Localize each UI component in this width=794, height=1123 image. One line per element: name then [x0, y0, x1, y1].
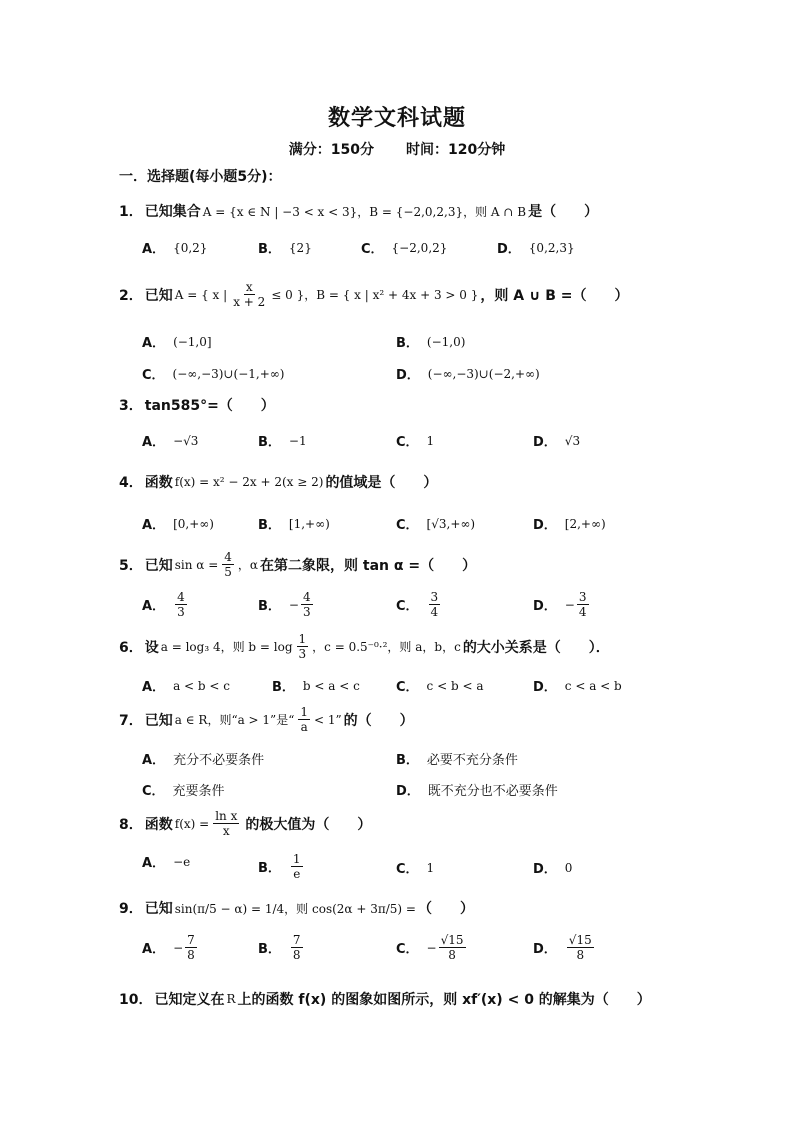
option-value: −√3: [173, 433, 199, 448]
question-number: 2．: [119, 287, 143, 304]
option-sign: −: [288, 597, 299, 612]
denominator: 3: [298, 647, 307, 661]
option-sign: −: [564, 597, 575, 612]
question-text: 设: [144, 639, 159, 656]
option-value: 充分不必要条件: [173, 753, 265, 768]
option-label: B．: [258, 242, 281, 257]
question-2: [119, 280, 629, 309]
fraction: [213, 809, 239, 838]
option-sign: −: [426, 940, 437, 955]
option-a[interactable]: [142, 332, 212, 351]
option-value: {0,2,3}: [528, 240, 575, 255]
option-label: B．: [258, 435, 281, 450]
numerator: 7: [187, 933, 195, 947]
option-value: (−1,0]: [173, 334, 212, 349]
option-value: (−∞,−3)∪(−1,+∞): [172, 366, 285, 381]
option-value: c < b < a: [426, 678, 484, 693]
question-text: 已知: [144, 557, 173, 574]
option-a[interactable]: [142, 933, 199, 962]
option-value: √3: [564, 433, 581, 448]
option-label: D．: [533, 599, 557, 614]
question-5: [119, 550, 476, 579]
option-sign: −: [173, 940, 184, 955]
question-math: ，α: [237, 558, 259, 572]
option-label: C．: [396, 862, 419, 877]
numerator: 3: [578, 590, 587, 604]
option-value: {0,2}: [173, 240, 208, 255]
option-c[interactable]: [361, 238, 447, 257]
option-value: [√3,+∞): [426, 516, 476, 531]
question-math: f(x) =: [174, 816, 210, 831]
denominator: e: [293, 867, 301, 881]
option-b[interactable]: [258, 933, 305, 962]
numerator: 1: [300, 705, 308, 719]
denominator: 3: [177, 605, 185, 619]
option-c[interactable]: [396, 514, 475, 533]
denominator: 8: [187, 948, 195, 962]
option-label: B．: [396, 753, 419, 768]
option-a[interactable]: [142, 852, 190, 871]
question-10: [119, 989, 651, 1009]
question-4: [119, 472, 437, 492]
option-label: D．: [533, 862, 557, 877]
option-a[interactable]: [142, 238, 207, 257]
option-value: a < b < c: [173, 678, 230, 693]
question-text: 的大小关系是（ ）．: [462, 639, 610, 656]
option-label: B．: [272, 680, 295, 695]
question-number: 1．: [119, 204, 143, 220]
question-math: f(x) = x² − 2x + 2(x ≥ 2): [174, 475, 324, 489]
fraction: [567, 933, 594, 962]
question-number: 4．: [119, 475, 143, 491]
option-value: 1: [426, 433, 435, 448]
question-9: [119, 898, 474, 918]
option-label: A．: [142, 753, 166, 768]
option-label: A．: [142, 242, 166, 257]
option-label: A．: [142, 942, 166, 957]
numerator: 4: [302, 590, 311, 604]
option-value: 充要条件: [172, 784, 225, 799]
option-b[interactable]: [258, 590, 315, 619]
question-math: < 1”: [313, 712, 342, 727]
question-text: 的值域是（ ）: [325, 475, 438, 491]
option-label: C．: [396, 599, 419, 614]
question-math: a = log₃ 4，则 b = log: [160, 640, 293, 654]
option-label: B．: [258, 942, 281, 957]
option-label: C．: [361, 242, 384, 257]
option-label: A．: [142, 435, 166, 450]
numerator: 1: [298, 632, 307, 646]
question-text: 在第二象限，则 tan α =（ ）: [260, 557, 477, 574]
option-label: C．: [396, 942, 419, 957]
option-value: [0,+∞): [173, 516, 214, 531]
question-8: [119, 809, 371, 838]
denominator: x: [222, 824, 230, 838]
question-1: [119, 201, 598, 221]
question-math: ，c = 0.5⁻⁰·²，则 a，b，c: [312, 640, 461, 654]
question-number: 10．: [119, 992, 153, 1008]
fraction: [291, 933, 303, 962]
option-c[interactable]: [396, 590, 442, 619]
denominator: x + 2: [233, 295, 266, 309]
fraction: [185, 933, 197, 962]
question-math: sin α =: [174, 557, 219, 572]
numerator: 4: [177, 590, 185, 604]
option-c[interactable]: [396, 676, 483, 695]
question-math: R: [226, 992, 236, 1006]
fraction: [439, 933, 466, 962]
option-label: C．: [396, 435, 419, 450]
option-label: C．: [396, 518, 419, 533]
option-b[interactable]: [272, 676, 360, 695]
question-text: （ ）: [417, 901, 474, 917]
fraction: [231, 280, 267, 309]
option-label: D．: [396, 368, 420, 383]
option-label: B．: [258, 861, 281, 876]
page-title: 数学文科试题: [327, 106, 466, 131]
option-b[interactable]: [258, 238, 312, 257]
question-number: 7．: [119, 712, 143, 729]
question-number: 5．: [119, 557, 143, 574]
option-value: 1: [426, 860, 435, 875]
option-label: A．: [142, 336, 166, 351]
option-d[interactable]: [533, 858, 572, 877]
option-value: {−2,0,2}: [391, 240, 448, 255]
option-a[interactable]: [142, 514, 214, 533]
numerator: 1: [292, 852, 301, 866]
option-c[interactable]: [396, 858, 434, 877]
fraction: [222, 550, 234, 579]
option-b[interactable]: [258, 514, 330, 533]
option-c[interactable]: [142, 780, 225, 799]
option-b[interactable]: [396, 749, 518, 768]
option-value: −1: [288, 433, 307, 448]
option-value: b < a < c: [302, 678, 360, 693]
question-math: A = { x |: [174, 287, 228, 302]
fraction: [429, 590, 441, 619]
option-value: 既不充分也不必要条件: [427, 784, 558, 799]
question-text: 函数: [144, 816, 173, 833]
option-label: A．: [142, 599, 166, 614]
question-number: 8．: [119, 816, 143, 833]
question-number: 9．: [119, 901, 143, 917]
option-c[interactable]: [396, 431, 434, 450]
option-b[interactable]: [258, 431, 307, 450]
option-label: C．: [396, 680, 419, 695]
question-text: 已知集合: [144, 204, 201, 220]
question-text: 已知: [144, 287, 173, 304]
denominator: 4: [578, 605, 587, 619]
option-a[interactable]: [142, 590, 189, 619]
option-label: B．: [258, 518, 281, 533]
option-label: B．: [396, 336, 419, 351]
option-b[interactable]: [258, 852, 305, 881]
option-value: [2,+∞): [564, 516, 606, 531]
denominator: 3: [302, 605, 311, 619]
option-d[interactable]: [497, 238, 575, 257]
question-text: tan585°=（ ）: [144, 398, 275, 414]
fraction: [298, 705, 310, 734]
numerator: √15: [568, 933, 592, 947]
numerator: x: [245, 280, 253, 294]
question-text: 函数: [144, 475, 173, 491]
full-score: 满分：150分: [288, 142, 374, 158]
option-a[interactable]: [142, 749, 264, 768]
option-label: C．: [142, 368, 165, 383]
denominator: 8: [292, 948, 301, 962]
question-3: [119, 395, 275, 415]
option-value: −e: [173, 854, 191, 869]
option-b[interactable]: [396, 332, 465, 351]
denominator: a: [300, 720, 308, 734]
question-text: 已知定义在: [154, 992, 225, 1008]
option-a[interactable]: [142, 431, 198, 450]
fraction: [175, 590, 187, 619]
option-value: 0: [564, 860, 573, 875]
fraction: [297, 632, 309, 661]
question-7: [119, 705, 414, 734]
question-math: sin(π/5 − α) = 1/4，则 cos(2α + 3π/5) =: [174, 901, 416, 916]
numerator: 3: [430, 590, 439, 604]
option-label: C．: [142, 784, 165, 799]
question-text: 的极大值为（ ）: [245, 816, 372, 833]
option-label: A．: [142, 518, 166, 533]
option-d[interactable]: [533, 676, 622, 695]
numerator: √15: [440, 933, 464, 947]
option-value: {2}: [288, 240, 312, 255]
denominator: 8: [576, 948, 585, 962]
denominator: 4: [430, 605, 439, 619]
option-d[interactable]: [533, 431, 580, 450]
option-a[interactable]: [142, 676, 230, 695]
question-math: ≤ 0 }，B = { x | x² + 4x + 3 > 0 }: [271, 288, 479, 302]
option-label: D．: [533, 435, 557, 450]
section-heading: 一．选择题(每小题5分)：: [119, 169, 282, 185]
fraction: [577, 590, 589, 619]
question-text: 是（ ）: [528, 204, 599, 220]
exam-info: [0, 139, 794, 159]
denominator: 8: [448, 948, 456, 962]
option-c[interactable]: [396, 933, 468, 962]
question-6: [119, 632, 610, 661]
option-value: [1,+∞): [288, 516, 330, 531]
option-label: D．: [533, 942, 557, 957]
question-text: ，则 A ∪ B =（ ）: [480, 287, 629, 304]
question-text: 已知: [144, 712, 173, 729]
denominator: 5: [224, 565, 232, 579]
option-d[interactable]: [396, 364, 540, 383]
numerator: ln x: [215, 809, 238, 823]
fraction: [291, 852, 303, 881]
option-c[interactable]: [142, 364, 284, 383]
option-value: (−1,0): [426, 334, 466, 349]
fraction: [301, 590, 313, 619]
question-text: 上的函数 f(x) 的图象如图所示，则 xf′(x) < 0 的解集为（ ）: [237, 992, 651, 1008]
option-d[interactable]: [533, 933, 596, 962]
option-d[interactable]: [533, 590, 591, 619]
option-value: 必要不充分条件: [426, 753, 518, 768]
option-label: D．: [497, 242, 521, 257]
option-d[interactable]: [396, 780, 558, 799]
option-label: A．: [142, 680, 166, 695]
exam-time: 时间：120分钟: [406, 142, 506, 158]
option-value: (−∞,−3)∪(−2,+∞): [427, 366, 540, 381]
question-math: A = {x ∈ N | −3 < x < 3}，B = {−2,0,2,3}，则 A ∩ B: [202, 204, 527, 219]
question-text: 已知: [144, 901, 173, 917]
option-label: B．: [258, 599, 281, 614]
option-d[interactable]: [533, 514, 606, 533]
question-text: 的（ ）: [343, 712, 414, 729]
option-label: D．: [533, 518, 557, 533]
numerator: 4: [224, 550, 232, 564]
option-value: c < a < b: [564, 678, 622, 693]
question-number: 3．: [119, 398, 143, 414]
question-math: a ∈ R，则“a > 1”是“: [174, 713, 295, 727]
question-number: 6．: [119, 639, 143, 656]
option-label: A．: [142, 856, 166, 871]
numerator: 7: [292, 933, 301, 947]
option-label: D．: [396, 784, 420, 799]
option-label: D．: [533, 680, 557, 695]
